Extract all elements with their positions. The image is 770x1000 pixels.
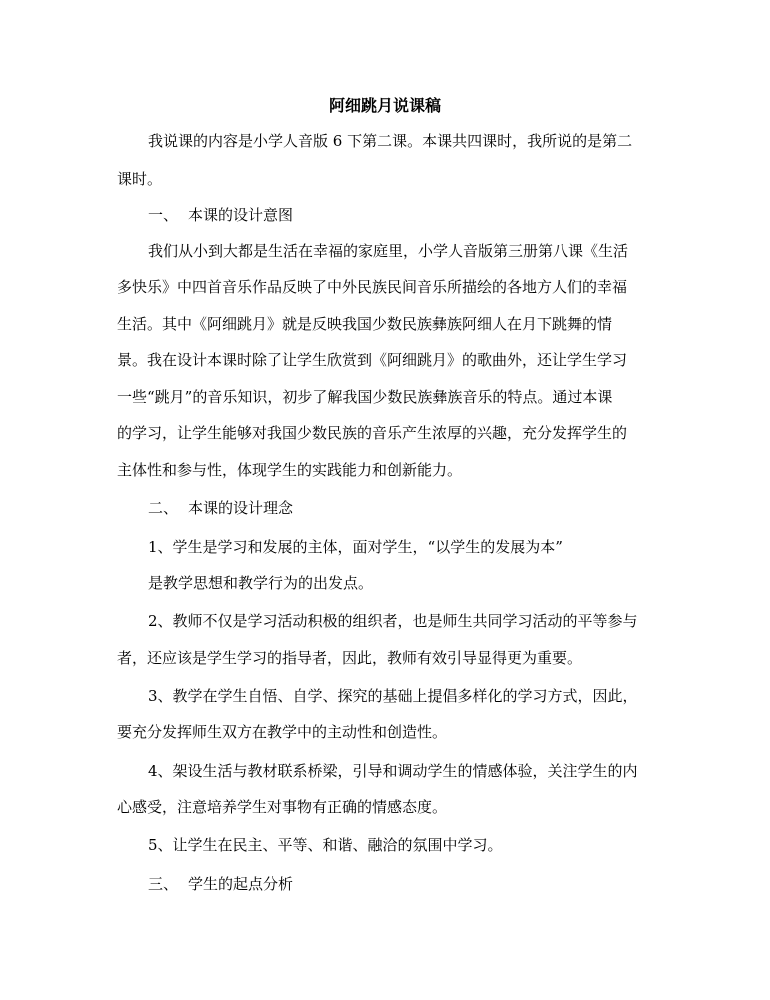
- section-2-number: 二、: [148, 499, 179, 517]
- design-point-line: 要充分发挥师生双方在教学中的主动性和创造性。: [117, 723, 448, 741]
- section-2-heading: [148, 498, 293, 518]
- intro-line-1: 我说课的内容是小学人音版 6 下第二课。本课共四课时，我所说的是第二: [148, 132, 633, 150]
- section-3-number: 三、: [148, 875, 179, 893]
- section-1-line: 一些“跳月”的音乐知识，初步了解我国少数民族彝族音乐的特点。通过本课: [117, 388, 613, 406]
- section-2-title: 本课的设计理念: [188, 499, 294, 517]
- design-point-line: 是教学思想和教学行为的出发点。: [148, 574, 374, 592]
- section-1-line: 生活。其中《阿细跳月》就是反映我国少数民族彝族阿细人在月下跳舞的情: [117, 315, 613, 333]
- intro-line-2: 课时。: [117, 170, 163, 188]
- design-point-line: 者，还应该是学生学习的指导者，因此，教师有效引导显得更为重要。: [117, 649, 583, 667]
- section-1-heading: [148, 205, 293, 225]
- design-point-line: 3、教学在学生自悟、自学、探究的基础上提倡多样化的学习方式，因此，: [148, 687, 638, 705]
- section-3-title: 学生的起点分析: [188, 875, 294, 893]
- design-point-line: 心感受，注意培养学生对事物有正确的情感态度。: [117, 798, 448, 816]
- document-title: 阿细跳月说课稿: [328, 96, 441, 115]
- section-1-number: 一、: [148, 206, 179, 224]
- design-point-line: 5、让学生在民主、平等、和谐、融洽的氛围中学习。: [148, 836, 503, 854]
- design-point-line: 2、教师不仅是学习活动积极的组织者，也是师生共同学习活动的平等参与: [148, 612, 638, 630]
- design-point-line: 4、架设生活与教材联系桥梁，引导和调动学生的情感体验，关注学生的内: [148, 762, 638, 780]
- design-point-line: 1、学生是学习和发展的主体，面对学生，“以学生的发展为本”: [148, 538, 563, 556]
- section-3-heading: [148, 874, 293, 894]
- section-1-line: 多快乐》中四首音乐作品反映了中外民族民间音乐所描绘的各地方人们的幸福: [117, 278, 628, 296]
- section-1-line: 我们从小到大都是生活在幸福的家庭里，小学人音版第三册第八课《生活: [148, 242, 629, 260]
- section-1-title: 本课的设计意图: [188, 206, 294, 224]
- section-1-line: 的学习，让学生能够对我国少数民族的音乐产生浓厚的兴趣，充分发挥学生的: [117, 424, 628, 442]
- section-1-line: 景。我在设计本课时除了让学生欣赏到《阿细跳月》的歌曲外，还让学生学习: [117, 351, 628, 369]
- section-1-line: 主体性和参与性，体现学生的实践能力和创新能力。: [117, 461, 463, 479]
